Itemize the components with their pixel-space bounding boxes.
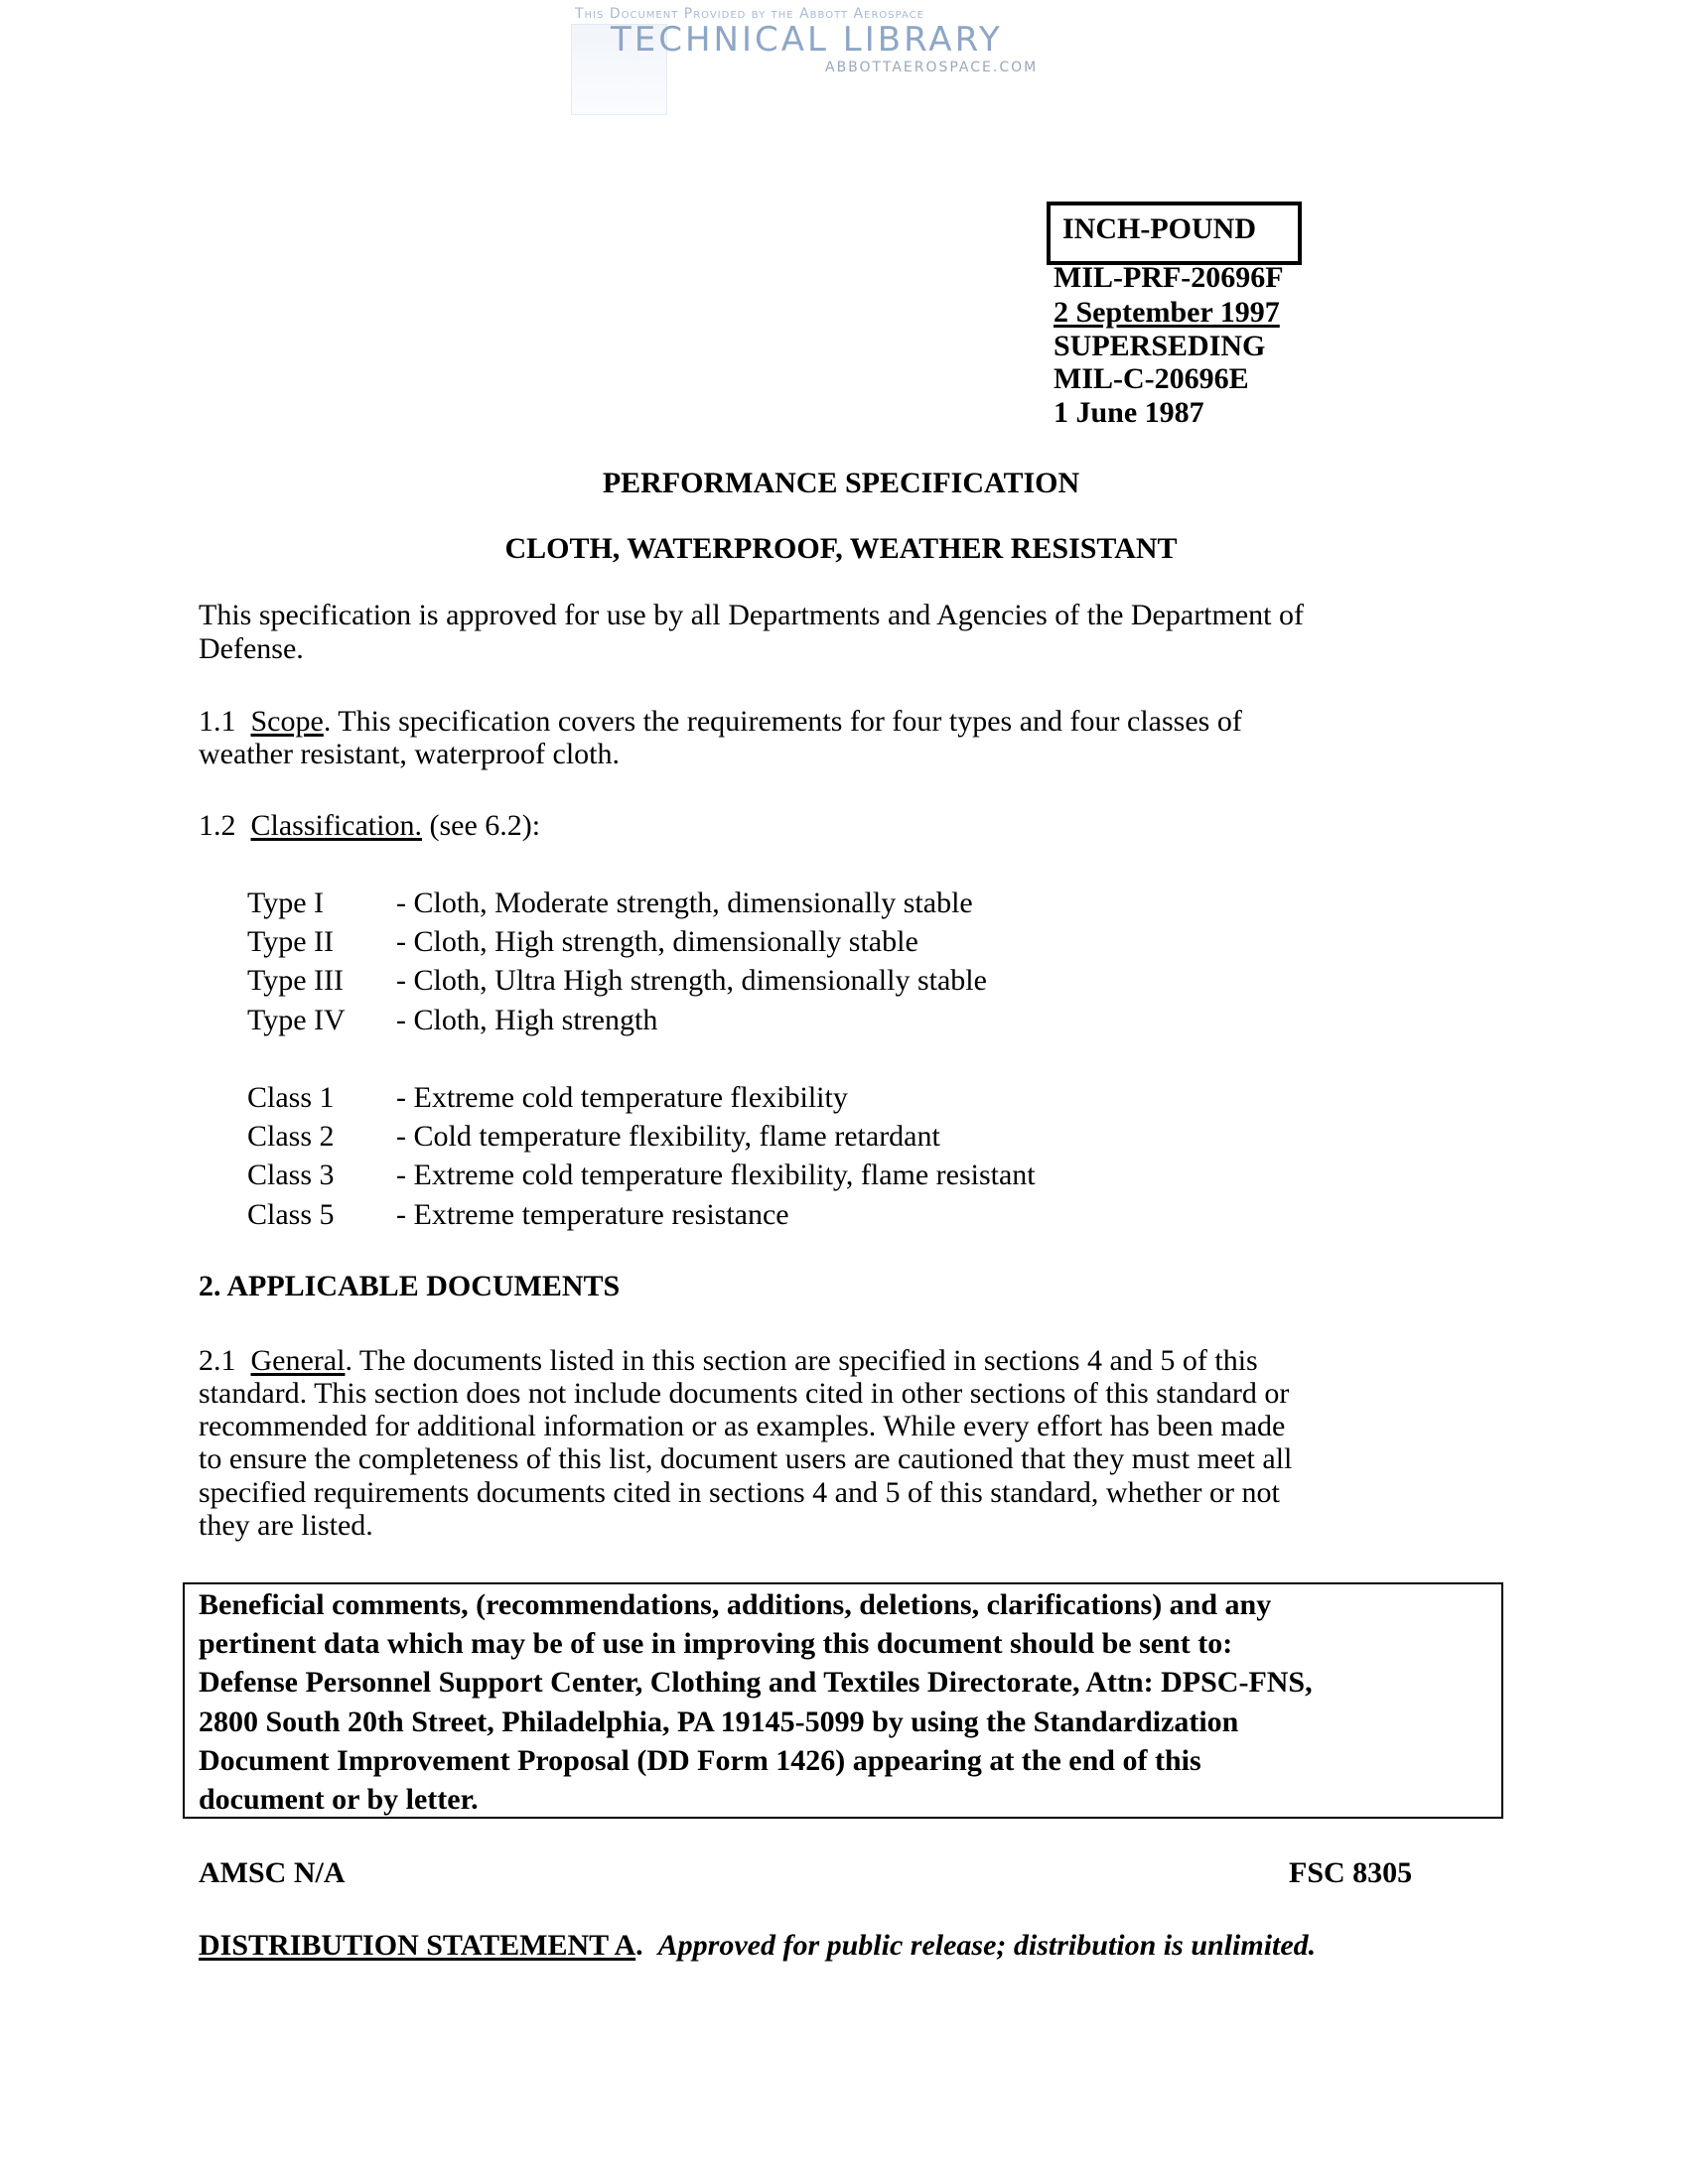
type-label: Type I <box>247 887 325 919</box>
approval-line-1: This specification is approved for use by all Departments and Agencies of the Department of <box>199 599 1304 631</box>
classification-heading-line <box>199 806 540 846</box>
comments-line: Beneficial comments, (recommendations, additions, deletions, clarifications) and any <box>199 1588 1272 1621</box>
class-desc: - Cold temperature flexibility, flame retardant <box>396 1120 940 1153</box>
type-label: Type IV <box>247 1004 346 1036</box>
spec-subject-title: CLOTH, WATERPROOF, WEATHER RESISTANT <box>504 532 1178 565</box>
general-text: . The documents listed in this section are specified in sections 4 and 5 of this <box>345 1344 1258 1377</box>
comments-line: 2800 South 20th Street, Philadelphia, PA 19145-5099 by using the Standardization <box>199 1706 1239 1738</box>
units-label: INCH-POUND <box>1062 212 1256 245</box>
approval-line-2: Defense. <box>199 632 304 665</box>
superseded-number: MIL-C-20696E <box>1054 362 1249 395</box>
scope-heading: Scope <box>250 705 324 738</box>
classification-heading: Classification. <box>250 809 422 842</box>
superseding-label: SUPERSEDING <box>1054 330 1266 362</box>
watermark-line1: This Document Provided by the Abbott Aerospace <box>575 6 924 22</box>
type-desc: - Cloth, High strength, dimensionally stable <box>396 925 918 958</box>
superseded-date: 1 June 1987 <box>1054 396 1204 429</box>
classification-number: 1.2 <box>199 809 236 842</box>
distribution-text: Approved for public release; distribution is unlimited. <box>657 1929 1317 1962</box>
class-desc: - Extreme cold temperature flexibility <box>396 1081 848 1114</box>
class-label: Class 3 <box>247 1159 335 1191</box>
amsc-code: AMSC N/A <box>199 1856 346 1889</box>
fsc-code: FSC 8305 <box>1289 1856 1413 1889</box>
comments-line: Defense Personnel Support Center, Clothing and Textiles Directorate, Attn: DPSC-FNS, <box>199 1666 1313 1699</box>
scope-paragraph-line-2: weather resistant, waterproof cloth. <box>199 738 620 770</box>
scope-text: . This specification covers the requirements for four types and four classes of <box>323 705 1242 738</box>
general-paragraph-line: they are listed. <box>199 1509 373 1542</box>
class-label: Class 1 <box>247 1081 335 1114</box>
class-desc: - Extreme temperature resistance <box>396 1198 789 1231</box>
classification-ref: (see 6.2): <box>421 809 541 842</box>
general-paragraph-line: recommended for additional information or as examples. While every effort has been made <box>199 1410 1286 1442</box>
general-heading: General <box>250 1344 346 1377</box>
distribution-dot: . <box>635 1929 643 1962</box>
section-2-heading: 2. APPLICABLE DOCUMENTS <box>199 1270 621 1302</box>
comments-line: pertinent data which may be of use in improving this document should be sent to: <box>199 1627 1233 1660</box>
general-number: 2.1 <box>199 1344 236 1377</box>
class-label: Class 2 <box>247 1120 335 1153</box>
general-paragraph-line: specified requirements documents cited in sections 4 and 5 of this standard, whether or not <box>199 1476 1280 1509</box>
comments-line: document or by letter. <box>199 1783 479 1816</box>
distribution-label: DISTRIBUTION STATEMENT A <box>199 1929 636 1962</box>
distribution-statement <box>199 1926 1316 1966</box>
class-desc: - Extreme cold temperature flexibility, flame resistant <box>396 1159 1036 1191</box>
spec-type-title: PERFORMANCE SPECIFICATION <box>602 467 1080 499</box>
class-label: Class 5 <box>247 1198 335 1231</box>
watermark-line2: TECHNICAL LIBRARY <box>611 20 1003 60</box>
doc-date: 2 September 1997 <box>1054 296 1280 329</box>
doc-number: MIL-PRF-20696F <box>1054 261 1284 294</box>
watermark-line3: ABBOTTAEROSPACE.COM <box>825 60 1039 75</box>
general-paragraph-line: to ensure the completeness of this list, document users are cautioned that they must meet all <box>199 1442 1293 1475</box>
type-label: Type III <box>247 964 345 997</box>
type-desc: - Cloth, High strength <box>396 1004 658 1036</box>
scope-number: 1.1 <box>199 705 236 738</box>
comments-line: Document Improvement Proposal (DD Form 1426) appearing at the end of this <box>199 1744 1201 1777</box>
type-label: Type II <box>247 925 335 958</box>
abbott-aerospace-watermark <box>571 4 1087 113</box>
general-paragraph-line: standard. This section does not include documents cited in other sections of this standard or <box>199 1377 1290 1410</box>
type-desc: - Cloth, Moderate strength, dimensionally stable <box>396 887 973 919</box>
type-desc: - Cloth, Ultra High strength, dimensionally stable <box>396 964 987 997</box>
